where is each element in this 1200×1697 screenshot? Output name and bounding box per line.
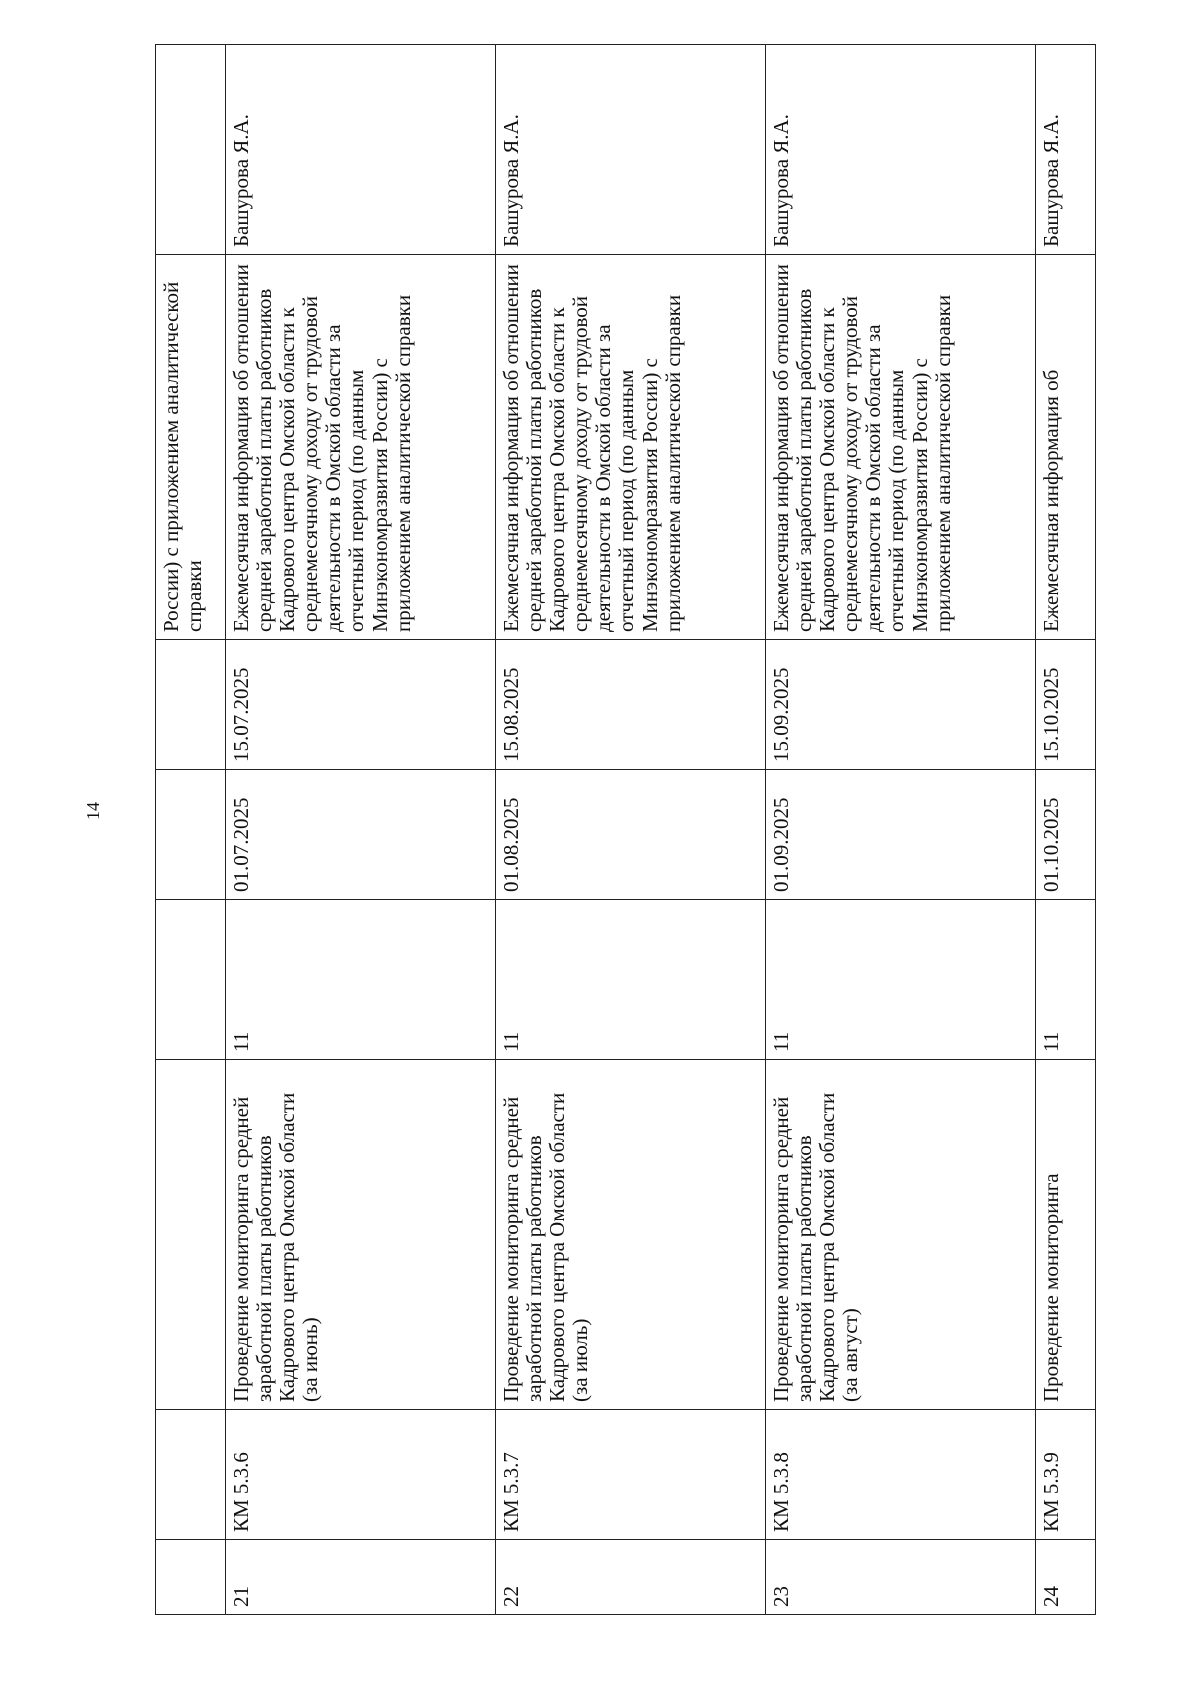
cell-level: 11: [1036, 900, 1096, 1060]
cell-name: Проведение мониторинга средней заработной платы работников Кадрового центра Омской области (за август): [766, 1060, 1036, 1410]
cell-code: КМ 5.3.8: [766, 1410, 1036, 1540]
cell-code: КМ 5.3.7: [496, 1410, 766, 1540]
cell-num: 22: [496, 1540, 766, 1615]
table-row: [496, 45, 766, 1615]
cell-end: [156, 640, 226, 770]
cell-name: Проведение мониторинга средней заработной платы работников Кадрового центра Омской области (за июнь): [226, 1060, 496, 1410]
cell-code: [156, 1410, 226, 1540]
cell-code: КМ 5.3.9: [1036, 1410, 1096, 1540]
table-row: [1036, 45, 1096, 1615]
cell-num: 21: [226, 1540, 496, 1615]
cell-name: Проведение мониторинга: [1036, 1060, 1096, 1410]
cell-result: Ежемесячная информация об отношении средней заработной платы работников Кадрового центра Омской области к среднемесячному доходу от трудовой деятельности в Омской области за отчетный период (по данным Минэкономразвития России) с приложением аналитической справки: [766, 255, 1036, 640]
table-row: [766, 45, 1036, 1615]
cell-responsible: [156, 45, 226, 255]
cell-level: 11: [226, 900, 496, 1060]
cell-end: 15.07.2025: [226, 640, 496, 770]
cell-code: КМ 5.3.6: [226, 1410, 496, 1540]
cell-end: 15.08.2025: [496, 640, 766, 770]
cell-num: 23: [766, 1540, 1036, 1615]
cell-level: 11: [496, 900, 766, 1060]
cell-start: 01.07.2025: [226, 770, 496, 900]
cell-end: 15.10.2025: [1036, 640, 1096, 770]
cell-level: [156, 900, 226, 1060]
page-number: 14: [83, 802, 103, 820]
cell-num: 24: [1036, 1540, 1096, 1615]
cell-responsible: Башурова Я.А.: [1036, 45, 1096, 255]
cell-end: 15.09.2025: [766, 640, 1036, 770]
cell-name: [156, 1060, 226, 1410]
cell-level: 11: [766, 900, 1036, 1060]
cell-start: [156, 770, 226, 900]
cell-start: 01.08.2025: [496, 770, 766, 900]
cell-start: 01.10.2025: [1036, 770, 1096, 900]
table-row: [226, 45, 496, 1615]
cell-result: Ежемесячная информация об: [1036, 255, 1096, 640]
cell-responsible: Башурова Я.А.: [766, 45, 1036, 255]
cell-num: [156, 1540, 226, 1615]
table-row-continuation: [156, 45, 226, 1615]
cell-name: Проведение мониторинга средней заработной платы работников Кадрового центра Омской области (за июль): [496, 1060, 766, 1410]
cell-result: Ежемесячная информация об отношении средней заработной платы работников Кадрового центра Омской области к среднемесячному доходу от трудовой деятельности в Омской области за отчетный период (по данным Минэкономразвития России) с приложением аналитической справки: [226, 255, 496, 640]
cell-result: России) с приложением аналитической справки: [156, 255, 226, 640]
rotated-table-wrapper: [155, 45, 1095, 1615]
cell-responsible: Башурова Я.А.: [226, 45, 496, 255]
cell-start: 01.09.2025: [766, 770, 1036, 900]
cell-responsible: Башурова Я.А.: [496, 45, 766, 255]
cell-result: Ежемесячная информация об отношении средней заработной платы работников Кадрового центра Омской области к среднемесячному доходу от трудовой деятельности в Омской области за отчетный период (по данным Минэкономразвития России) с приложением аналитической справки: [496, 255, 766, 640]
control-points-table: [155, 44, 1096, 1615]
